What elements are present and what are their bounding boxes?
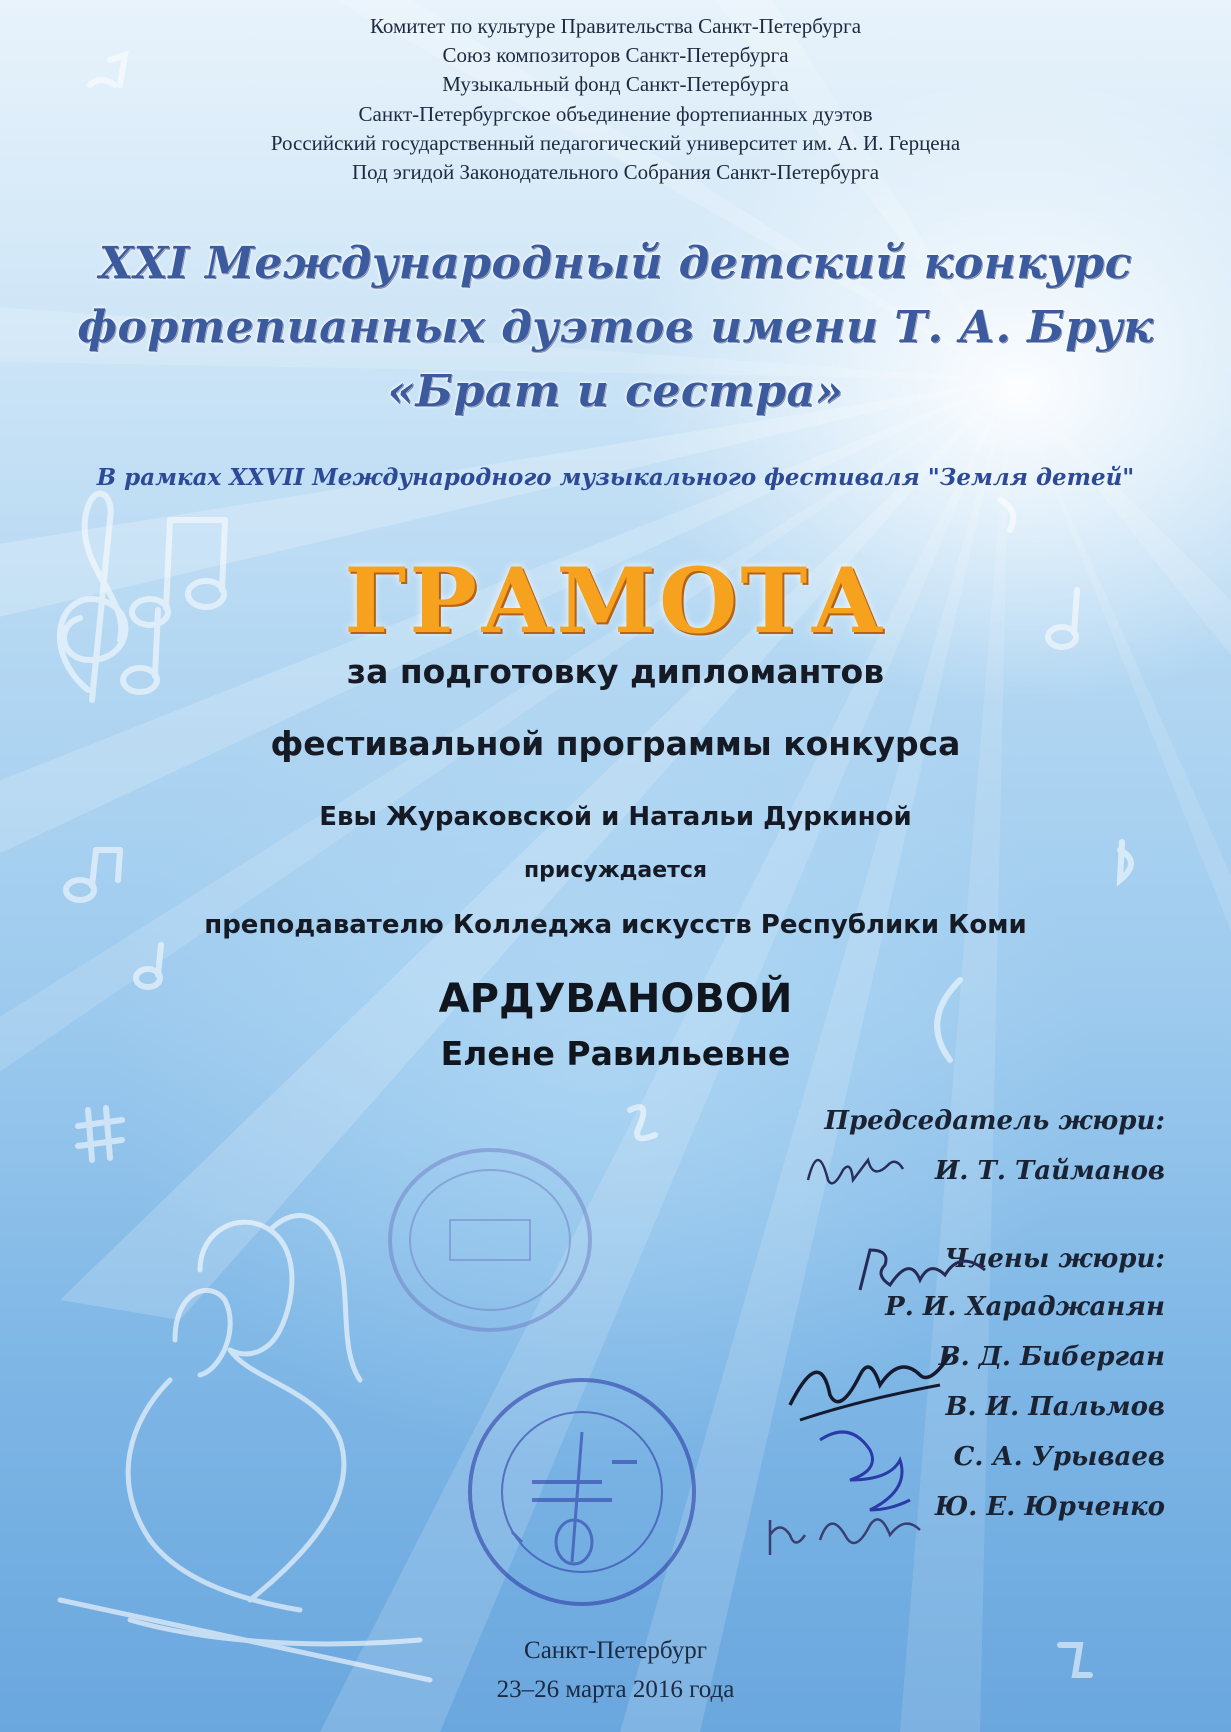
contest-title-line3: «Брат и сестра»: [387, 366, 844, 417]
organizer-line: Союз композиторов Санкт-Петербурга: [442, 43, 789, 67]
organizer-line: Санкт-Петербургское объединение фортепианных дуэтов: [358, 102, 873, 126]
organizer-line: Музыкальный фонд Санкт-Петербурга: [442, 72, 789, 96]
festival-subtitle: В рамках XXVII Международного музыкального фестиваля "Земля детей": [96, 464, 1135, 491]
contest-title-line2: фортепианных дуэтов имени Т. А. Брук: [77, 302, 1154, 353]
jury-member: В. Д. Биберган: [938, 1342, 1165, 1372]
jury-member: В. И. Пальмов: [945, 1392, 1165, 1422]
jury-member: Р. И. Хараджанян: [885, 1292, 1165, 1322]
recipient-given-names: Елене Равильевне: [440, 1034, 791, 1073]
award-recipient-position: преподавателю Колледжа искусств Республики Коми: [204, 910, 1027, 940]
footer-city: Санкт-Петербург: [524, 1637, 707, 1664]
award-reason-line1: за подготовку дипломантов: [346, 652, 885, 691]
award-title: ГРАМОТА: [344, 548, 887, 654]
organizer-line: Комитет по культуре Правительства Санкт-Петербурга: [369, 14, 862, 38]
organizer-line: Российский государственный педагогический университет им. А. И. Герцена: [270, 131, 961, 155]
recipient-surname: АРДУВАНОВОЙ: [438, 976, 793, 1022]
signature-chair: [800, 1140, 910, 1210]
signature-member-5: [760, 1500, 930, 1570]
award-awarded: присуждается: [523, 858, 708, 883]
signature-member-1: [850, 1240, 1000, 1310]
round-stamp: [380, 1140, 600, 1340]
footer-dates: 23–26 марта 2016 года: [496, 1676, 735, 1703]
composers-union-stamp: [462, 1372, 702, 1612]
organizer-line: Под эгидой Законодательного Собрания Санкт-Петербурга: [351, 160, 880, 184]
jury-member: Ю. Е. Юрченко: [934, 1492, 1165, 1522]
award-reason-line2: фестивальной программы конкурса: [270, 724, 961, 763]
contest-title-line1: XXI Международный детский конкурс: [98, 238, 1133, 289]
award-students: Евы Жураковской и Натальи Дуркиной: [319, 802, 912, 832]
jury-chair-label: Председатель жюри:: [824, 1106, 1165, 1136]
jury-member: С. А. Урываев: [953, 1442, 1165, 1472]
jury-members-label: Члены жюри:: [944, 1244, 1165, 1274]
jury-chair-name: И. Т. Тайманов: [934, 1156, 1165, 1186]
